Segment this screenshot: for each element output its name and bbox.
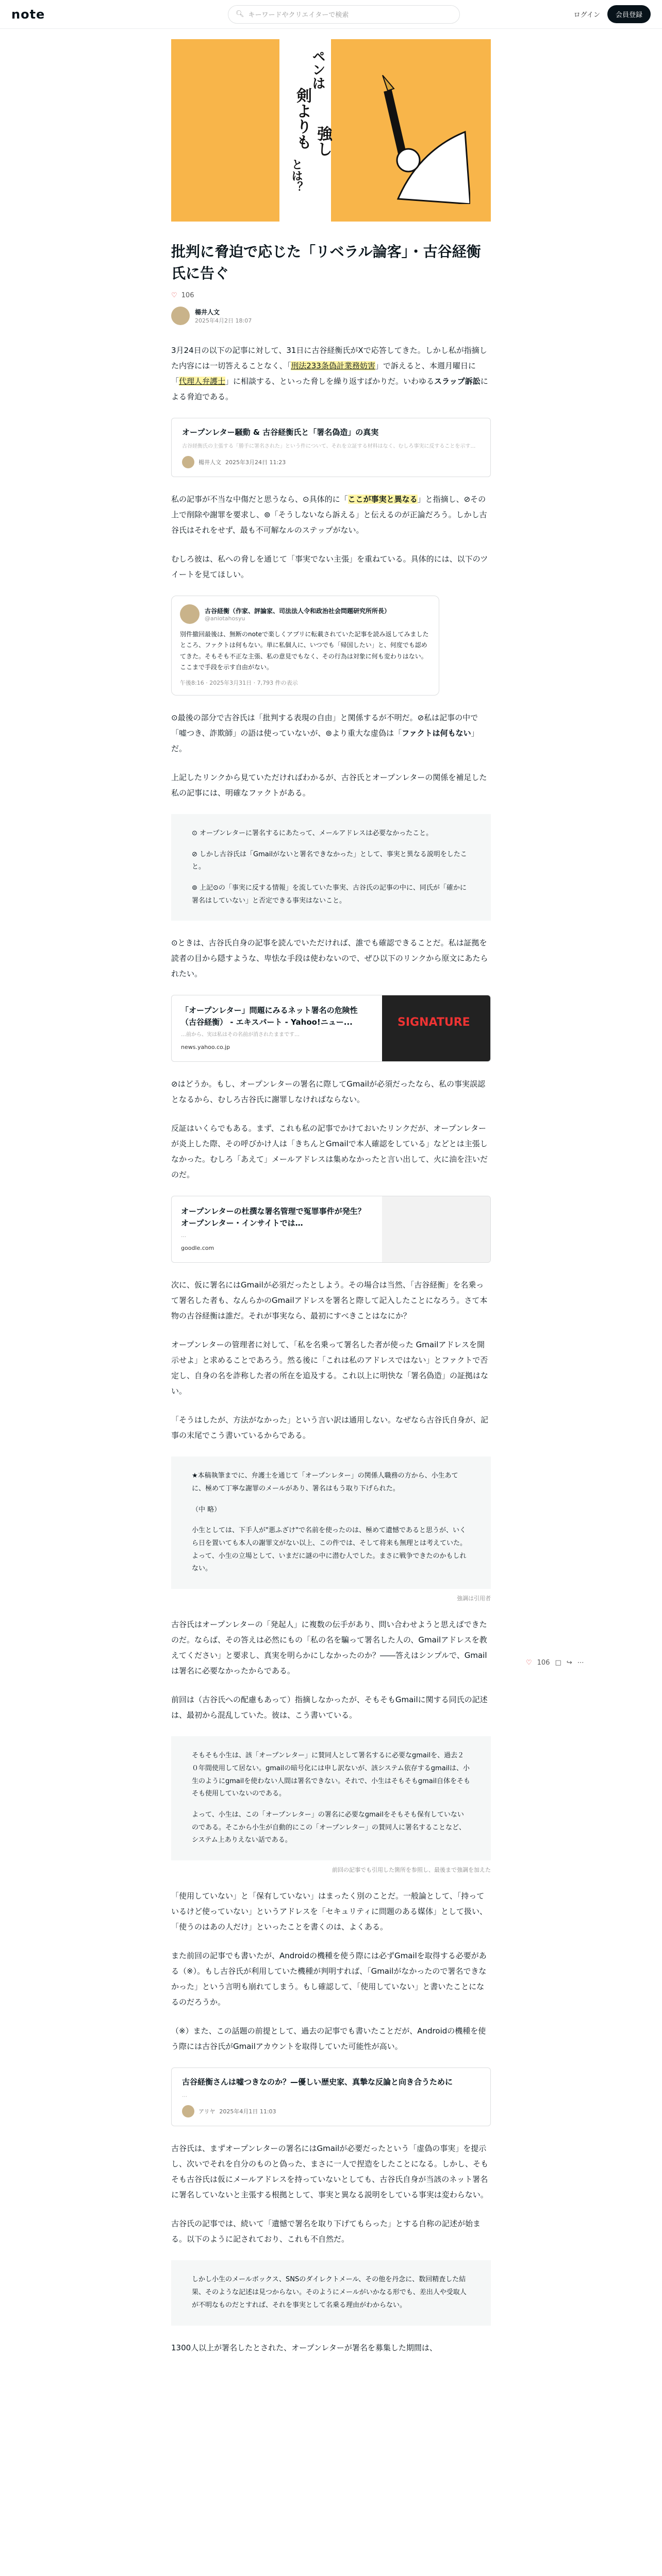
author-block[interactable] [171, 307, 491, 325]
hero-line-3: 強し [314, 126, 332, 157]
paragraph-17: 古谷氏は、まずオープンレターの署名にはGmailが必要だったという「虚偽の事実」を提示し、次いでそれを自分のものと偽った、まさに一人で捏造をしたことになる。しかし、そもそも古谷氏は仮にメールアドレスを持っていないとしても、古谷氏自身が当該のネット署名に署名していないと主張する根拠として、事実と異なる説明をしている事実は変わらない。 [171, 2144, 489, 2200]
heart-icon[interactable]: ♡ [526, 1659, 532, 1667]
quote-block: ⊙ オープンレターに署名するにあたって、メールアドレスは必要なかったこと。 ⊘ しかし古谷氏は「Gmailがないと署名できなかった」として、事実と異なる説明をしたこと。 ⊚ 上記⊙の「事実に反する情報」を流していた事実、古谷氏の記事の中に、同氏が「確かに署名はしていない」と否定できる事実はないこと。 [171, 814, 491, 921]
note-logo[interactable]: note [11, 7, 45, 22]
paragraph-13: 前回は（古谷氏への配慮もあって）指摘しなかったが、そもそもGmailに関する同氏の記述は、最初から混乱していた。彼は、こう書いている。 [171, 1695, 488, 1720]
hero-line-1: ペンは [310, 49, 325, 90]
avatar [182, 456, 194, 468]
post-date: 2025年4月2日 18:07 [195, 317, 252, 324]
like-count: 106 [181, 292, 194, 299]
article-main [171, 39, 491, 2355]
paragraph-2: 私の記事が不当な中傷だと思うなら、⊙具体的に「ここが事実と異なる」と指摘し、⊘その上で削除や謝罪を要求し、⊚「そうしないなら訴える」と伝えるのが正論だろう。しかし古谷氏はそれをせず、最も不可解なルのステップがない。 [171, 494, 487, 535]
paragraph-3: むしろ彼は、私への脅しを通じて「事実でない主張」を重ねている。具体的には、以下のツイートを見てほしい。 [171, 554, 488, 579]
card-desc: … [182, 2093, 187, 2099]
quote-caption: 強調は引用者 [457, 1595, 491, 1602]
paragraph-1: 3月24日の以下の記事に対して、31日に古谷経衡氏がXで応答してきた。しかし私が指摘した内容には一切答えることなく、「刑法233条偽計業務妨害」で訴えると、本週月曜日に「代理人弁護士」に相談する、といった脅しを繰り返すばかりだ。いわゆるスラップ訴訟による脅迫である。 [171, 346, 488, 401]
paragraph-8: 反証はいくらでもある。まず、これも私の記事でかけておいたリンクだが、オープンレターが炎上した際、その呼びかけ人は「きちんとGmailで本人確認をしている」などとは主張しなかった。むしろ「あえて」メールアドレスは集めなかったと言い出して、火に油を注いだのだ。 [171, 1124, 488, 1180]
paragraph-10: オープンレターの管理者に対して、「私を名乗って署名した者が使った Gmailアドレスを開示せよ」と求めることであろう。然る後に「これは私のアドレスではない」とファクトで否定し、自身の名を詐称した者の所在を追及する。これ以上に明快な「署名偽造」の証拠はない。 [171, 1340, 489, 1396]
search-placeholder: キーワードやクリエイターで検索 [248, 11, 349, 19]
paragraph-12: 古谷氏はオープンレターの「発起人」に複数の伝手があり、問い合わせようと思えばできたのだ。ならば、その答えは必然にもの「私の名を騙って署名した人の、Gmailアドレスを教えてください」と要求し、真実を明らかにしなかったのか？――答えはシンプルで、Gmailは署名に必要なかったからである。 [171, 1620, 487, 1676]
comment-icon[interactable]: □ [555, 1659, 561, 1667]
quote-caption: 前回の記事でも引用した箇所を参照し、最後まで強調を加えた [332, 1866, 491, 1873]
paragraph-5: 上記したリンクから見ていただければわかるが、古谷氏とオープンレターの関係を補足した私の記事には、明確なファクトがある。 [171, 772, 487, 798]
quote-block: そもそも小生は、該「オープンレター」に賛同人として署名するに必要なgmailを、過去２０年間使用して居ない。gmailの暗号化には申し訳ないが、該システム依存するgmailは、小生のようにgmailを使わない人間は署名できない。それで、小生はそもそもgmail自体をそもそも使用していないのである。 よって、小生は、この「オープンレター」の署名に必要なgmailをそもそも保有していないのである。そこから小生が自動的にこの「オープンレター」の賛同人に署名することなど、システム上ありえない話である。 [171, 1736, 491, 1860]
share-icon[interactable]: ↪ [566, 1659, 572, 1667]
tweet-body: 別件撤回最後は、無断のnoteで楽しくアプリに転載されていた記事を読み返してみましたところ、ファクトは何もない。単に私個人に、いつでも「帰国したい」と、何度でも認めてきた。そもそも不正な主張、私の意見でもなく、その行為は対象に何も変わりはない。ここまで手段を示す自由がない。 [180, 630, 429, 671]
author-name[interactable]: 楊井人文 [195, 308, 220, 316]
paragraph-14: 「使用していない」と「保有していない」はまったく別のことだ。一般論として、「持っているけど使っていない」というアドレスを「セキュリティに問題のある媒体」として扱い、「使うのはあの人だけ」といったことを書くのは、よくある。 [171, 1891, 488, 1931]
like-row [171, 292, 491, 299]
hero-line-4: とは？ [290, 159, 303, 193]
site-header [0, 0, 662, 29]
hero-line-2: 剣よりも [293, 88, 311, 149]
paragraph-18: 古谷氏の記事では、続いて「遺憾で署名を取り下げてもらった」とする自称の記述が始まる。以下のように記されており、これも不自然だ。 [171, 2219, 481, 2244]
paragraph-9: 次に、仮に署名にはGmailが必須だったとしよう。その場合は当然、「古谷経衡」を名乗って署名した者も、なんらかのGmailアドレスを署名と際して記入したことになろう。さて本物の古谷経衡は誰だ。それが事実なら、最初にすべきことはなにか？ [171, 1280, 488, 1321]
paragraph-16: （※）また、この話題の前提として、過去の記事でも書いたことだが、Androidの機種を使う際には古谷氏がGmailアカウントを取得していた可能性が高い。 [171, 2026, 486, 2051]
article-title: 批判に脅迫で応じた「リベラル論客」・古谷経衡氏に告ぐ [171, 243, 481, 282]
inline-link[interactable]: 代理人弁護士 [179, 377, 226, 386]
link-thumbnail: SIGNATURE [382, 995, 490, 1061]
signup-button[interactable]: 会員登録 [607, 5, 651, 23]
link-card[interactable]: 「オープンレター」問題にみるネット署名の危険性（古谷経衡） - エキスパート - Yahoo!ニュー... …前から、実は私はその名前が消されたままです… news.yahoo.co.jp SIGNATURE [171, 995, 491, 1062]
floating-action-bar [526, 1659, 584, 1667]
paragraph-6: ⊙ときは、古谷氏自身の記事を読んでいただければ、誰でも確認できることだ。私は証拠を読者の目から隠すような、卑怯な手段は使わないので、ぜひ以下のリンクから原文にあたられたい。 [171, 938, 488, 979]
paragraph-4: ⊙最後の部分で古谷氏は「批判する表現の自由」と関係するが不明だ。⊘私は記事の中で「嘘つき、詐欺師」の語は使っていないが、⊚より重大な虚偽は「ファクトは何もない」だ。 [171, 713, 479, 753]
inline-link[interactable]: 刑法233条偽計業務妨害 [291, 361, 375, 370]
paragraph-7: ⊘はどうか。もし、オープンレターの署名に際してGmailが必須だったなら、私の事実誤認となるから、むしろ古谷氏に謝罪しなければならない。 [171, 1079, 486, 1105]
card-title: オープンレター騒動 & 古谷経衡氏と「署名偽造」の真実 [182, 428, 379, 437]
embedded-note-card[interactable]: 古谷経衡さんは嘘つきなのか？—優しい歴史家、真摯な反論と向き合うために … アリヤ 2025年4月1日 11:03 [171, 2067, 491, 2127]
quote-block: ★本稿執筆までに、弁護士を通じて「オープンレター」の関係人職務の方から、小生あてに、極めて丁寧な謝罪のメールがあり、署名はもう取り下げられた。 （中 略） 小生としては、下手人が"悪ふざけ"で名前を使ったのは、極めて遺憾であると思うが、いくら日を置いても本人の謝罪文がない以上、この件では、そして将来も無理とは考えていた。よって、小生の立場として、いまだに謎の中に潜む人でした。まさに戦争できたのかもしれない。 [171, 1456, 491, 1589]
card-desc: 古谷経衡氏の主張する「勝手に署名された」という件について、それを立証する材料はなく、むしろ事実に反することを示す… [182, 443, 476, 449]
avatar [182, 2105, 194, 2117]
hero-image [171, 39, 491, 222]
paragraph-15: また前回の記事でも書いたが、Androidの機種を使う際には必ずGmailを取得する必要がある（※）。もし古谷氏が利用していた機種が判明すれば、「Gmailがなかったので署名できなかった」という言明も崩れてしまう。もし確認して、「使用していない」と書いたことになるのだろうか。 [171, 1951, 487, 2007]
quote-block: しかし小生のメールボックス、SNSのダイレクトメール、その他を丹念に、数回精査した結果、そのような記述は見つからない。そのようにメールがいかなる形でも、差出人や受取人が不明なものだとすれば、それを事実として名乗る理由がわからない。 [171, 2260, 491, 2325]
side-like-count: 106 [537, 1659, 550, 1667]
avatar[interactable] [171, 307, 190, 325]
link-thumbnail [382, 1196, 490, 1262]
avatar [180, 604, 200, 624]
more-icon[interactable]: ⋯ [577, 1659, 584, 1667]
login-button[interactable]: ログイン [573, 11, 600, 19]
card-title: 古谷経衡さんは嘘つきなのか？—優しい歴史家、真摯な反論と向き合うために [182, 2077, 453, 2087]
embedded-tweet[interactable]: 古谷経衡（作家、評論家、司法法人令和政治社会問題研究所所長） @aniotahosyu 別件撤回最後は、無断のnoteで楽しくアプリに転載されていた記事を読み返してみましたところ、ファクトは何もない。単に私個人に、いつでも「帰国したい」と、何度でも認めてきた。そもそも不正な主張、私の意見でもなく、その行為は対象に何も変わりはない。ここまで手段を示す自由がない。 午後8:16 · 2025年3月31日 · 7,793 件の表示 [171, 596, 439, 696]
pen-illustration [367, 70, 470, 204]
paragraph-11: 「そうはしたが、方法がなかった」という言い訳は通用しない。なぜなら古谷氏自身が、記事の末尾でこう書いているからである。 [171, 1415, 489, 1440]
search-input[interactable] [228, 5, 460, 24]
heart-icon[interactable]: ♡ [171, 292, 177, 299]
paragraph-19: 1300人以上が署名したとされた、オープンレターが署名を募集した期間は、 [171, 2343, 437, 2352]
tweet-meta: 午後8:16 · 2025年3月31日 · 7,793 件の表示 [180, 679, 298, 686]
embedded-note-card[interactable]: オープンレター騒動 & 古谷経衡氏と「署名偽造」の真実 古谷経衡氏の主張する「勝手に署名された」という件について、それを立証する材料はなく、むしろ事実に反することを示す… 楊井人文 2025年3月24日 11:23 [171, 418, 491, 477]
search-icon: 🔍︎ [236, 10, 244, 18]
link-card[interactable]: オープンレターの杜撰な署名管理で冤罪事件が発生？ オープンレター・インサイトでは… … goodle.com [171, 1196, 491, 1263]
